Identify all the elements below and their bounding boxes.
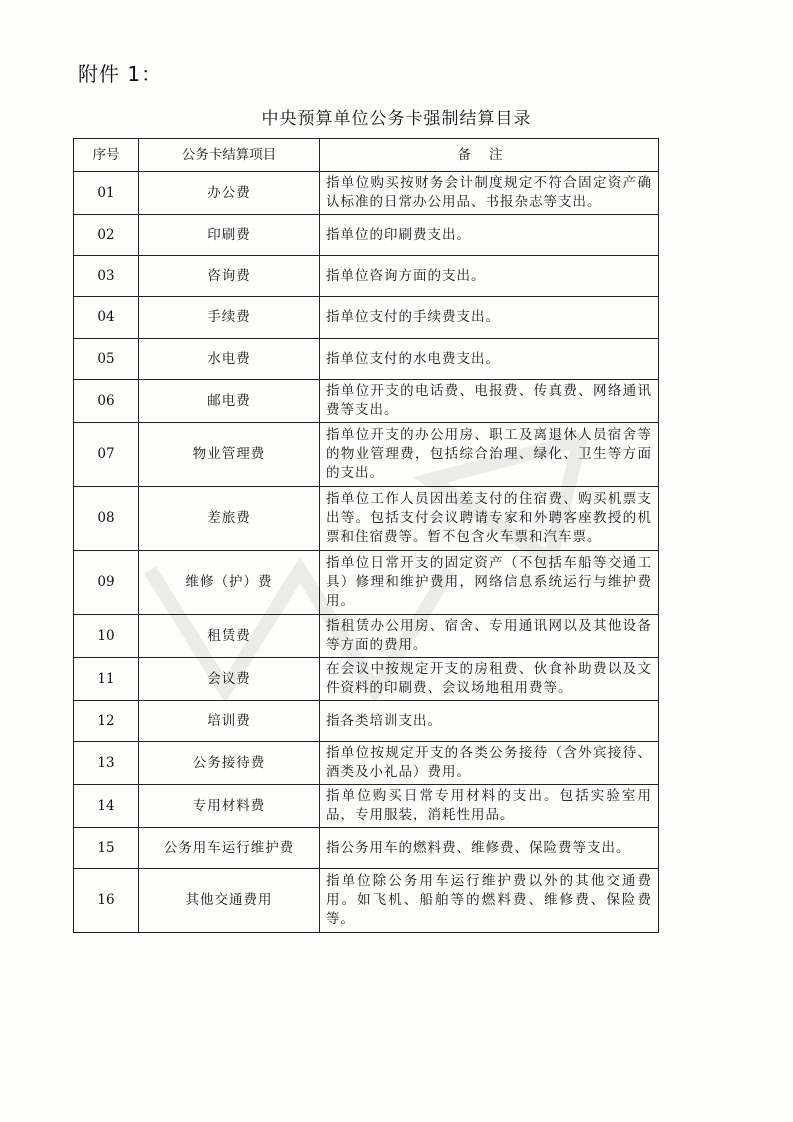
row-item: 培训费 [139, 701, 320, 742]
row-item: 差旅费 [139, 487, 320, 551]
row-note: 指单位按规定开支的各类公务接待（含外宾接待、酒类及小礼品）费用。 [320, 742, 659, 785]
row-item: 咨询费 [139, 256, 320, 297]
header-note: 备注 [320, 139, 659, 172]
row-note: 指单位的印刷费支出。 [320, 215, 659, 256]
row-item: 维修（护）费 [139, 551, 320, 615]
row-no: 13 [74, 742, 139, 785]
row-no: 14 [74, 785, 139, 828]
row-no: 01 [74, 172, 139, 215]
table-row [74, 701, 659, 742]
row-item: 水电费 [139, 339, 320, 380]
row-item: 专用材料费 [139, 785, 320, 828]
row-note: 指公务用车的燃料费、维修费、保险费等支出。 [320, 828, 659, 869]
row-item: 办公费 [139, 172, 320, 215]
settlement-catalog-table [73, 138, 659, 933]
header-no: 序号 [74, 139, 139, 172]
table-row [74, 215, 659, 256]
header-item: 公务卡结算项目 [139, 139, 320, 172]
row-no: 07 [74, 423, 139, 487]
row-note: 指单位开支的电话费、电报费、传真费、网络通讯费等支出。 [320, 380, 659, 423]
row-item: 手续费 [139, 297, 320, 339]
row-no: 16 [74, 869, 139, 933]
row-note: 指单位支付的水电费支出。 [320, 339, 659, 380]
row-note: 指单位咨询方面的支出。 [320, 256, 659, 297]
table-row [74, 615, 659, 658]
row-item: 物业管理费 [139, 423, 320, 487]
row-no: 11 [74, 658, 139, 701]
row-note: 指单位购买按财务会计制度规定不符合固定资产确认标准的日常办公用品、书报杂志等支出。 [320, 172, 659, 215]
attachment-label: 附件 1： [78, 62, 163, 86]
row-note: 指单位除公务用车运行维护费以外的其他交通费用。如飞机、船舶等的燃料费、维修费、保险费等。 [320, 869, 659, 933]
table-row [74, 828, 659, 869]
row-item: 印刷费 [139, 215, 320, 256]
row-no: 12 [74, 701, 139, 742]
row-note: 指单位支付的手续费支出。 [320, 297, 659, 339]
row-item: 公务用车运行维护费 [139, 828, 320, 869]
row-item: 邮电费 [139, 380, 320, 423]
row-no: 05 [74, 339, 139, 380]
table-row [74, 742, 659, 785]
table-row [74, 785, 659, 828]
table-header-row [74, 139, 659, 172]
row-note: 指单位工作人员因出差支付的住宿费、购买机票支出等。包括支付会议聘请专家和外聘客座教授的机票和住宿费等。暂不包含火车票和汽车票。 [320, 487, 659, 551]
row-note: 指单位开支的办公用房、职工及离退休人员宿舍等的物业管理费，包括综合治理、绿化、卫生等方面的支出。 [320, 423, 659, 487]
row-item: 租赁费 [139, 615, 320, 658]
table-row [74, 172, 659, 215]
table-row [74, 339, 659, 380]
row-no: 08 [74, 487, 139, 551]
row-no: 09 [74, 551, 139, 615]
row-no: 02 [74, 215, 139, 256]
row-note: 指单位购买日常专用材料的支出。包括实验室用品，专用服装，消耗性用品。 [320, 785, 659, 828]
table-row [74, 380, 659, 423]
table-row [74, 658, 659, 701]
page-title: 中央预算单位公务卡强制结算目录 [261, 109, 532, 129]
row-no: 10 [74, 615, 139, 658]
row-note: 在会议中按规定开支的房租费、伙食补助费以及文件资料的印刷费、会议场地租用费等。 [320, 658, 659, 701]
row-no: 04 [74, 297, 139, 339]
table-row [74, 869, 659, 933]
row-note: 指各类培训支出。 [320, 701, 659, 742]
row-note: 指单位日常开支的固定资产（不包括车船等交通工具）修理和维护费用，网络信息系统运行与维护费用。 [320, 551, 659, 615]
table-row [74, 297, 659, 339]
row-note: 指租赁办公用房、宿舍、专用通讯网以及其他设备等方面的费用。 [320, 615, 659, 658]
row-no: 03 [74, 256, 139, 297]
row-no: 06 [74, 380, 139, 423]
table-row [74, 551, 659, 615]
row-item: 会议费 [139, 658, 320, 701]
table-row [74, 256, 659, 297]
table-row [74, 487, 659, 551]
row-item: 公务接待费 [139, 742, 320, 785]
row-item: 其他交通费用 [139, 869, 320, 933]
table-row [74, 423, 659, 487]
row-no: 15 [74, 828, 139, 869]
